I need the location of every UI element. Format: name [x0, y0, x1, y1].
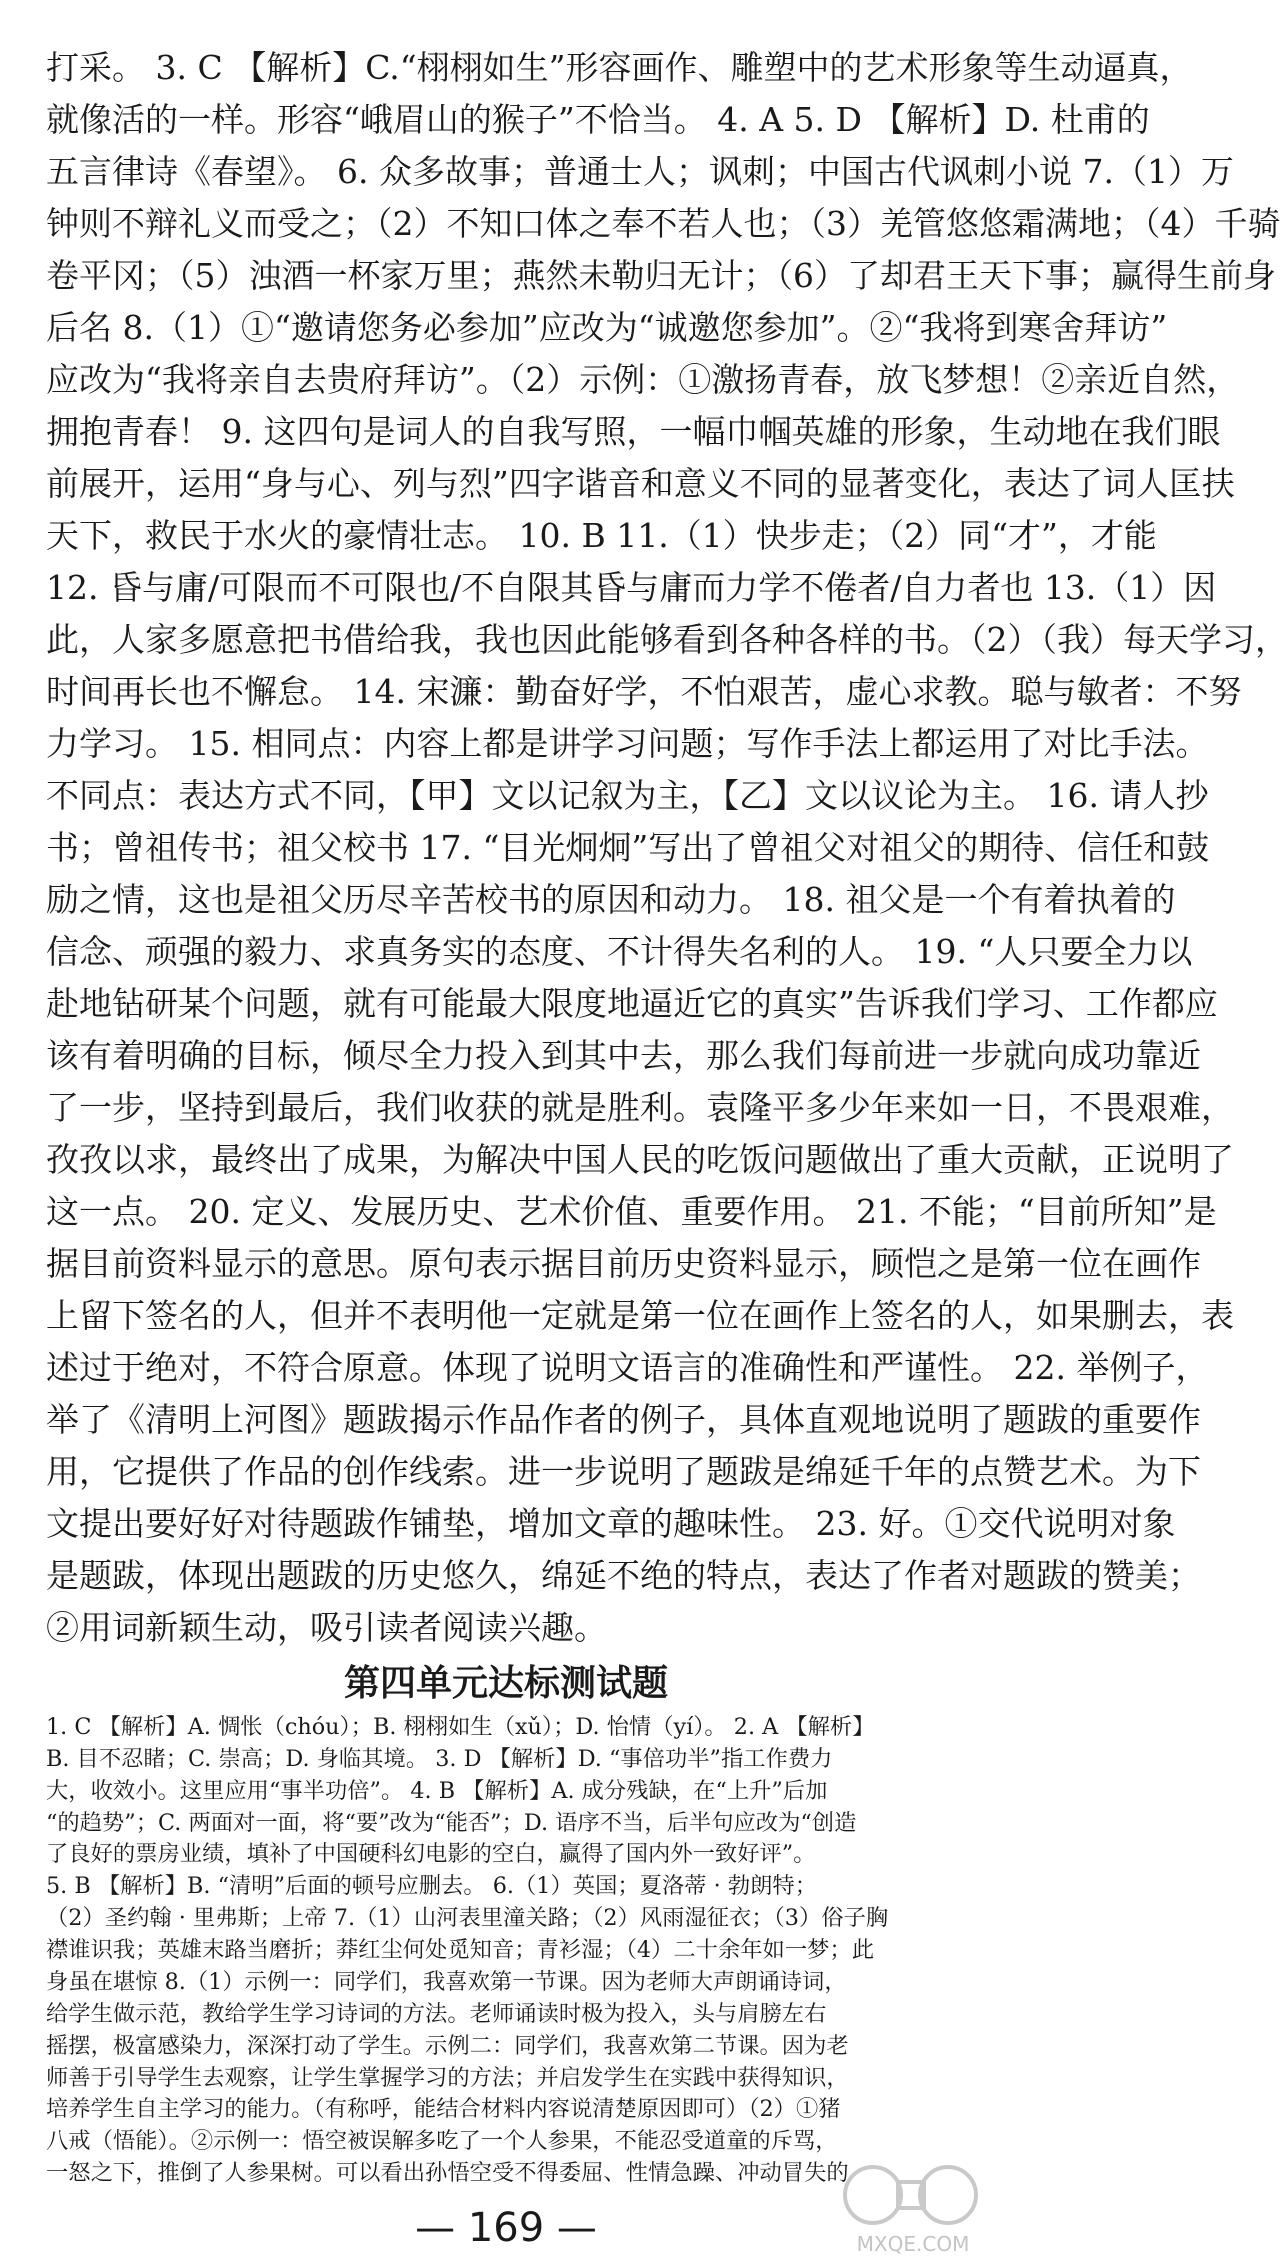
text-line: ②用词新颖生动，吸引读者阅读兴趣。: [46, 1608, 607, 1647]
text-line: 据目前资料显示的意思。原句表示据目前历史资料显示，顾恺之是第一位在画作: [46, 1244, 1201, 1283]
text-line: 培养学生自主学习的能力。（有称呼，能结合材料内容说清楚原因即可）（2）①猪: [46, 2096, 841, 2123]
text-line: 打采。 3. C 【解析】C.“栩栩如生”形容画作、雕塑中的艺术形象等生动逼真，: [46, 48, 1193, 87]
page-number: — 169 —: [415, 2205, 597, 2251]
section-title: 第四单元达标测试题: [343, 1663, 668, 1704]
text-line: 力学习。 15. 相同点：内容上都是讲学习问题；写作手法上都运用了对比手法。: [46, 724, 1209, 763]
text-line: 大，收效小。这里应用“事半功倍”。 4. B 【解析】A. 成分残缺，在“上升”后加: [46, 1777, 828, 1804]
text-line: 一怒之下，推倒了人参果树。可以看出孙悟空受不得委屈、性情急躁、冲动冒失的: [46, 2160, 849, 2187]
text-line: 钟则不辩礼义而受之；（2）不知口体之奉不若人也；（3）羌管悠悠霜满地；（4）千骑: [46, 204, 1281, 243]
text-line: 前展开，运用“身与心、列与烈”四字谐音和意义不同的显著变化，表达了词人匡扶: [46, 464, 1235, 503]
text-line: 时间再长也不懈怠。 14. 宋濂：勤奋好学，不怕艰苦，虚心求教。聪与敏者：不努: [46, 672, 1242, 711]
watermark-text: MXQE.COM: [856, 2232, 970, 2256]
text-line: B. 目不忍睹；C. 崇高；D. 身临其境。 3. D 【解析】D. “事倍功半”指工作费力: [46, 1745, 833, 1772]
text-line: （2）圣约翰 · 里弗斯；上帝 7.（1）山河表里潼关路；（2）风雨湿征衣；（3）俗子胸: [46, 1905, 889, 1932]
text-line: 卷平冈；（5）浊酒一杯家万里；燕然未勒归无计；（6）了却君王天下事；赢得生前身: [46, 256, 1276, 295]
text-line: 12. 昏与庸/可限而不可限也/不自限其昏与庸而力学不倦者/自力者也 13.（1）因: [46, 568, 1217, 607]
text-line: 书；曾祖传书；祖父校书 17. “目光炯炯”写出了曾祖父对祖父的期待、信任和鼓: [46, 828, 1210, 867]
text-line: 用，它提供了作品的创作线索。进一步说明了题跋是绵延千年的点赞艺术。为下: [46, 1452, 1201, 1491]
text-line: 了一步，坚持到最后，我们收获的就是胜利。袁隆平多少年来如一日，不畏艰难，: [46, 1088, 1234, 1127]
text-line: 给学生做示范，教给学生学习诗词的方法。老师诵读时极为投入，头与肩膀左右: [46, 2000, 827, 2027]
text-line: 后名 8.（1）①“邀请您务必参加”应改为“诚邀您参加”。②“我将到寒舍拜访”: [46, 308, 1168, 347]
text-line: 就像活的一样。形容“峨眉山的猴子”不恰当。 4. A 5. D 【解析】D. 杜甫的: [46, 100, 1150, 139]
text-line: 应改为“我将亲自去贵府拜访”。（2）示例：①激扬青春，放飞梦想！②亲近自然，: [46, 360, 1240, 399]
text-line: 孜孜以求，最终出了成果，为解决中国人民的吃饭问题做出了重大贡献，正说明了: [46, 1140, 1234, 1179]
text-line: 了良好的票房业绩，填补了中国硬科幻电影的空白，赢得了国内外一致好评”。: [46, 1841, 816, 1868]
text-line: 是题跋，体现出题跋的历史悠久，绵延不绝的特点，表达了作者对题跋的赞美；: [46, 1556, 1201, 1595]
text-line: 不同点：表达方式不同，【甲】文以记叙为主，【乙】文以议论为主。 16. 请人抄: [46, 776, 1209, 815]
text-line: 此，人家多愿意把书借给我，我也因此能够看到各种各样的书。（2）（我）每天学习，: [46, 620, 1288, 659]
text-line: 励之情，这也是祖父历尽辛苦校书的原因和动力。 18. 祖父是一个有着执着的: [46, 880, 1176, 919]
text-line: 身虽在堪惊 8.（1）示例一：同学们，我喜欢第一节课。因为老师大声朗诵诗词，: [46, 1968, 847, 1995]
text-line: 拥抱青春！ 9. 这四句是词人的自我写照，一幅巾帼英雄的形象，生动地在我们眼: [46, 412, 1221, 451]
text-line: “的趋势”；C. 两面对一面，将“要”改为“能否”；D. 语序不当，后半句应改为“创造: [46, 1809, 857, 1836]
text-line: 天下，救民于水火的豪情壮志。 10. B 11.（1）快步走；（2）同“才”，才能: [46, 516, 1157, 555]
text-line: 襟谁识我；英雄末路当磨折；莽红尘何处觅知音；青衫湿；（4）二十余年如一梦；此: [46, 1937, 875, 1964]
text-line: 信念、顽强的毅力、求真务实的态度、不计得失名利的人。 19. “人只要全力以: [46, 932, 1193, 971]
text-line: 赴地钻研某个问题，就有可能最大限度地逼近它的真实”告诉我们学习、工作都应: [46, 984, 1218, 1023]
watermark-icon: [838, 2160, 988, 2230]
text-line: 述过于绝对，不符合原意。体现了说明文语言的准确性和严谨性。 22. 举例子，: [46, 1348, 1209, 1387]
text-line: 师善于引导学生去观察，让学生掌握学习的方法；并启发学生在实践中获得知识，: [46, 2064, 849, 2091]
text-line: 1. C 【解析】A. 惆怅（chóu）；B. 栩栩如生（xǔ）；D. 怡情（yí）。 2. A 【解析】: [46, 1714, 875, 1740]
text-line: 这一点。 20. 定义、发展历史、艺术价值、重要作用。 21. 不能；“目前所知”是: [46, 1192, 1217, 1231]
text-line: 摇摆，极富感染力，深深打动了学生。示例二：同学们，我喜欢第二节课。因为老: [46, 2032, 849, 2059]
watermark-logo: [838, 2160, 988, 2256]
text-line: 文提出要好好对待题跋作铺垫，增加文章的趣味性。 23. 好。①交代说明对象: [46, 1504, 1176, 1543]
text-line: 上留下签名的人，但并不表明他一定就是第一位在画作上签名的人，如果删去，表: [46, 1296, 1234, 1335]
text-line: 举了《清明上河图》题跋揭示作品作者的例子，具体直观地说明了题跋的重要作: [46, 1400, 1201, 1439]
text-line: 五言律诗《春望》。 6. 众多故事；普通士人；讽刺；中国古代讽刺小说 7.（1）万: [46, 152, 1234, 191]
text-line: 5. B 【解析】B. “清明”后面的顿号应删去。 6.（1）英国；夏洛蒂 · 勃朗特；: [46, 1873, 818, 1900]
text-line: 八戒（悟能）。②示例一：悟空被误解多吃了一个人参果，不能忍受道童的斥骂，: [46, 2128, 838, 2155]
text-line: 该有着明确的目标，倾尽全力投入到其中去，那么我们每前进一步就向成功靠近: [46, 1036, 1201, 1075]
